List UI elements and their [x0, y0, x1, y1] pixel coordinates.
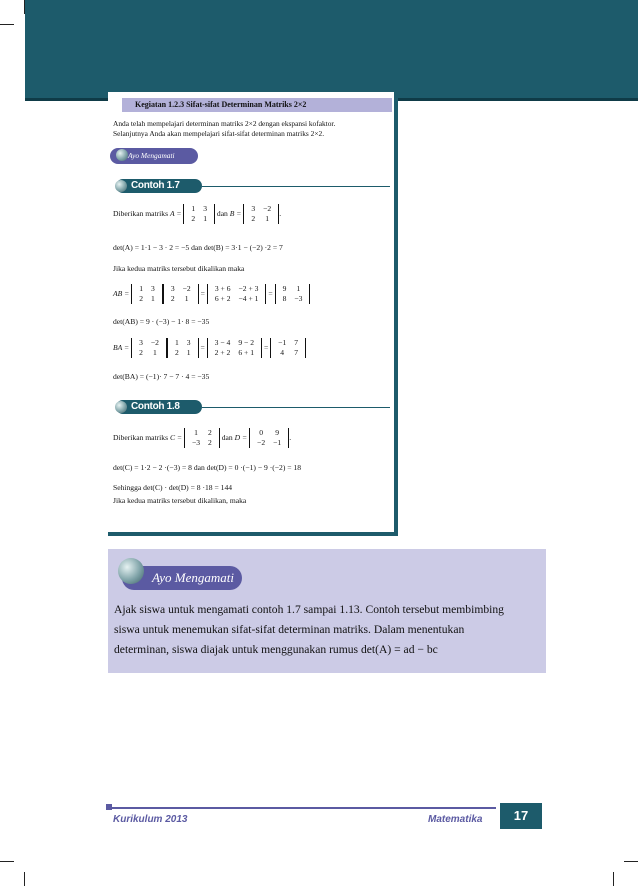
matrix-cell: 8: [282, 294, 287, 303]
matrix-cell: 7: [294, 338, 299, 347]
example-rule: [202, 186, 390, 187]
crop-mark: [613, 872, 614, 886]
matrix-cell: 9: [275, 428, 280, 437]
footer-curriculum: Kurikulum 2013: [113, 814, 188, 825]
matrix-cell: −1: [273, 438, 282, 447]
bullet-orb-icon: [115, 180, 127, 192]
matrix-cell: 2: [251, 214, 256, 223]
example17-det-line: det(A) = 1·1 − 3 · 2 = −5 dan det(B) = 3·1 − (−2) ·2 = 7: [113, 243, 283, 252]
activity-title: Kegiatan 1.2.3 Sifat-sifat Determinan Matriks 2×2: [135, 100, 307, 109]
matrix-cell: 1: [265, 214, 270, 223]
matrix-cell: 7: [294, 348, 299, 357]
matrix-cell: 1: [203, 214, 207, 223]
matrix-cell: 9 − 2: [238, 338, 255, 347]
example18-product-line: Sehingga det(C) · det(D) = 8 ·18 = 144: [113, 483, 233, 492]
matrix-cell: −2 + 3: [238, 284, 259, 293]
ab-determinant: det(AB) = 9 · (−3) − 1· 8 = −35: [113, 317, 210, 326]
intro-line-1: Anda telah mempelajari determinan matriks 2×2 dengan ekspansi kofaktor.: [113, 119, 336, 128]
crop-mark: [24, 872, 25, 886]
matrix-cell: 0: [259, 428, 263, 437]
matrix-cell: 2: [139, 348, 143, 357]
matrix-b: [243, 204, 279, 224]
matrix-cell: 3: [170, 284, 175, 293]
ba-determinant: det(BA) = (−1)· 7 − 7 · 4 = −35: [113, 372, 210, 381]
example-badge: [116, 179, 202, 193]
example18-det-line: det(C) = 1·2 − 2 ·(−3) = 8 dan det(D) = 0 ·(−1) − 9 ·(−2) = 18: [113, 463, 302, 472]
matrix-cell: 3 − 4: [214, 338, 231, 347]
matrix-cell: −3: [191, 438, 201, 447]
matrix-cell: 4: [280, 348, 285, 357]
matrix-cell: 3 + 6: [214, 284, 231, 293]
matrix-cell: 3: [203, 204, 207, 213]
matrix-d: [249, 428, 289, 448]
crop-mark: [0, 861, 14, 862]
matrix-cell: 6 + 1: [238, 348, 255, 357]
matrix-cell: 3: [139, 338, 143, 347]
matrix-cell: −2: [257, 438, 266, 447]
matrix-cell: 1: [184, 294, 189, 303]
matrix-cell: 9: [282, 284, 287, 293]
matrix-cell: 1: [153, 348, 157, 357]
matrix-cell: 2: [170, 294, 175, 303]
matrix-cell: 1: [191, 204, 196, 213]
header-band: [25, 0, 638, 98]
matrix-cell: 6 + 2: [214, 294, 231, 303]
footer-rule: [108, 807, 496, 809]
matrix-cell: 1: [139, 284, 144, 293]
matrix-cell: −1: [278, 338, 287, 347]
crop-mark: [624, 861, 638, 862]
page-number: 17: [500, 803, 542, 829]
teacher-note-text: Ajak siswa untuk mengamati contoh 1.7 sampai 1.13. Contoh tersebut membimbing siswa untuk menemukan sifat-sifat determinan matriks. Dalam menentukan determinan, siswa diajak untuk menggunakan rumus det(A) = ad − bc: [114, 603, 504, 656]
matrix-cell: 2 + 2: [214, 348, 231, 357]
matrix-cell: −2: [182, 284, 191, 293]
matrix-cell: 3: [151, 284, 155, 293]
matrix-cell: 1: [151, 294, 155, 303]
matrix-cell: 1: [174, 338, 179, 347]
teacher-observe-label: Ayo Mengamati: [152, 570, 234, 585]
example-rule: [202, 407, 390, 408]
example17-multiply-text: Jika kedua matriks tersebut dikalikan maka: [113, 264, 245, 273]
matrix-cell: 2: [174, 348, 179, 357]
matrix-cell: 1: [296, 284, 301, 293]
matrix-cell: 2: [191, 214, 196, 223]
intro-line-2: Selanjutnya Anda akan mempelajari sifat-sifat determinan matriks 2×2.: [113, 129, 325, 138]
example17-given: Diberikan matriks A = 1 3 2 1 dan B = 3 −2 2 1 .: [113, 204, 282, 223]
example18-multiply-text: Jika kedua matriks tersebut dikalikan, maka: [113, 496, 247, 505]
matrix-cell: 2: [208, 438, 212, 447]
crop-mark: [0, 24, 14, 25]
example18-given: Diberikan matriks C = 1 2 −3 2 dan D = 0 9 −2 −1 .: [113, 428, 292, 447]
matrix-cell: 2: [139, 294, 144, 303]
product-ab: AB = 1 3 2 1 3 −2 2 1 = 3 + 6 −2 + 3 6 + 2 −4 + 1 = 9 1 8 −3: [113, 284, 310, 304]
matrix-cell: 3: [251, 204, 256, 213]
matrix-cell: −4 + 1: [238, 294, 259, 303]
example-badge-label: Contoh 1.8: [131, 401, 180, 412]
magnifier-icon: [116, 149, 128, 161]
matrix-cell: −2: [150, 338, 159, 347]
matrix-cell: −2: [263, 204, 272, 213]
matrix-cell: 2: [208, 428, 212, 437]
matrix-cell: −3: [294, 294, 303, 303]
example-badge: [116, 400, 202, 414]
product-ba: BA = 3 −2 2 1 1 3 2 1 = 3 − 4 9 − 2 2 + 2 6 + 1 = −1 7 4 7: [113, 338, 306, 358]
matrix-cell: 1: [186, 348, 191, 357]
matrix-c: [184, 428, 220, 448]
bullet-orb-icon: [115, 401, 127, 413]
matrix-cell: 1: [194, 428, 198, 437]
example-badge-label: Contoh 1.7: [131, 180, 180, 191]
observe-label: Ayo Mengamati: [128, 151, 175, 160]
matrix-a: [183, 204, 215, 224]
footer-subject: Matematika: [428, 814, 483, 825]
matrix-cell: 3: [186, 338, 191, 347]
magnifier-icon: [118, 558, 144, 584]
